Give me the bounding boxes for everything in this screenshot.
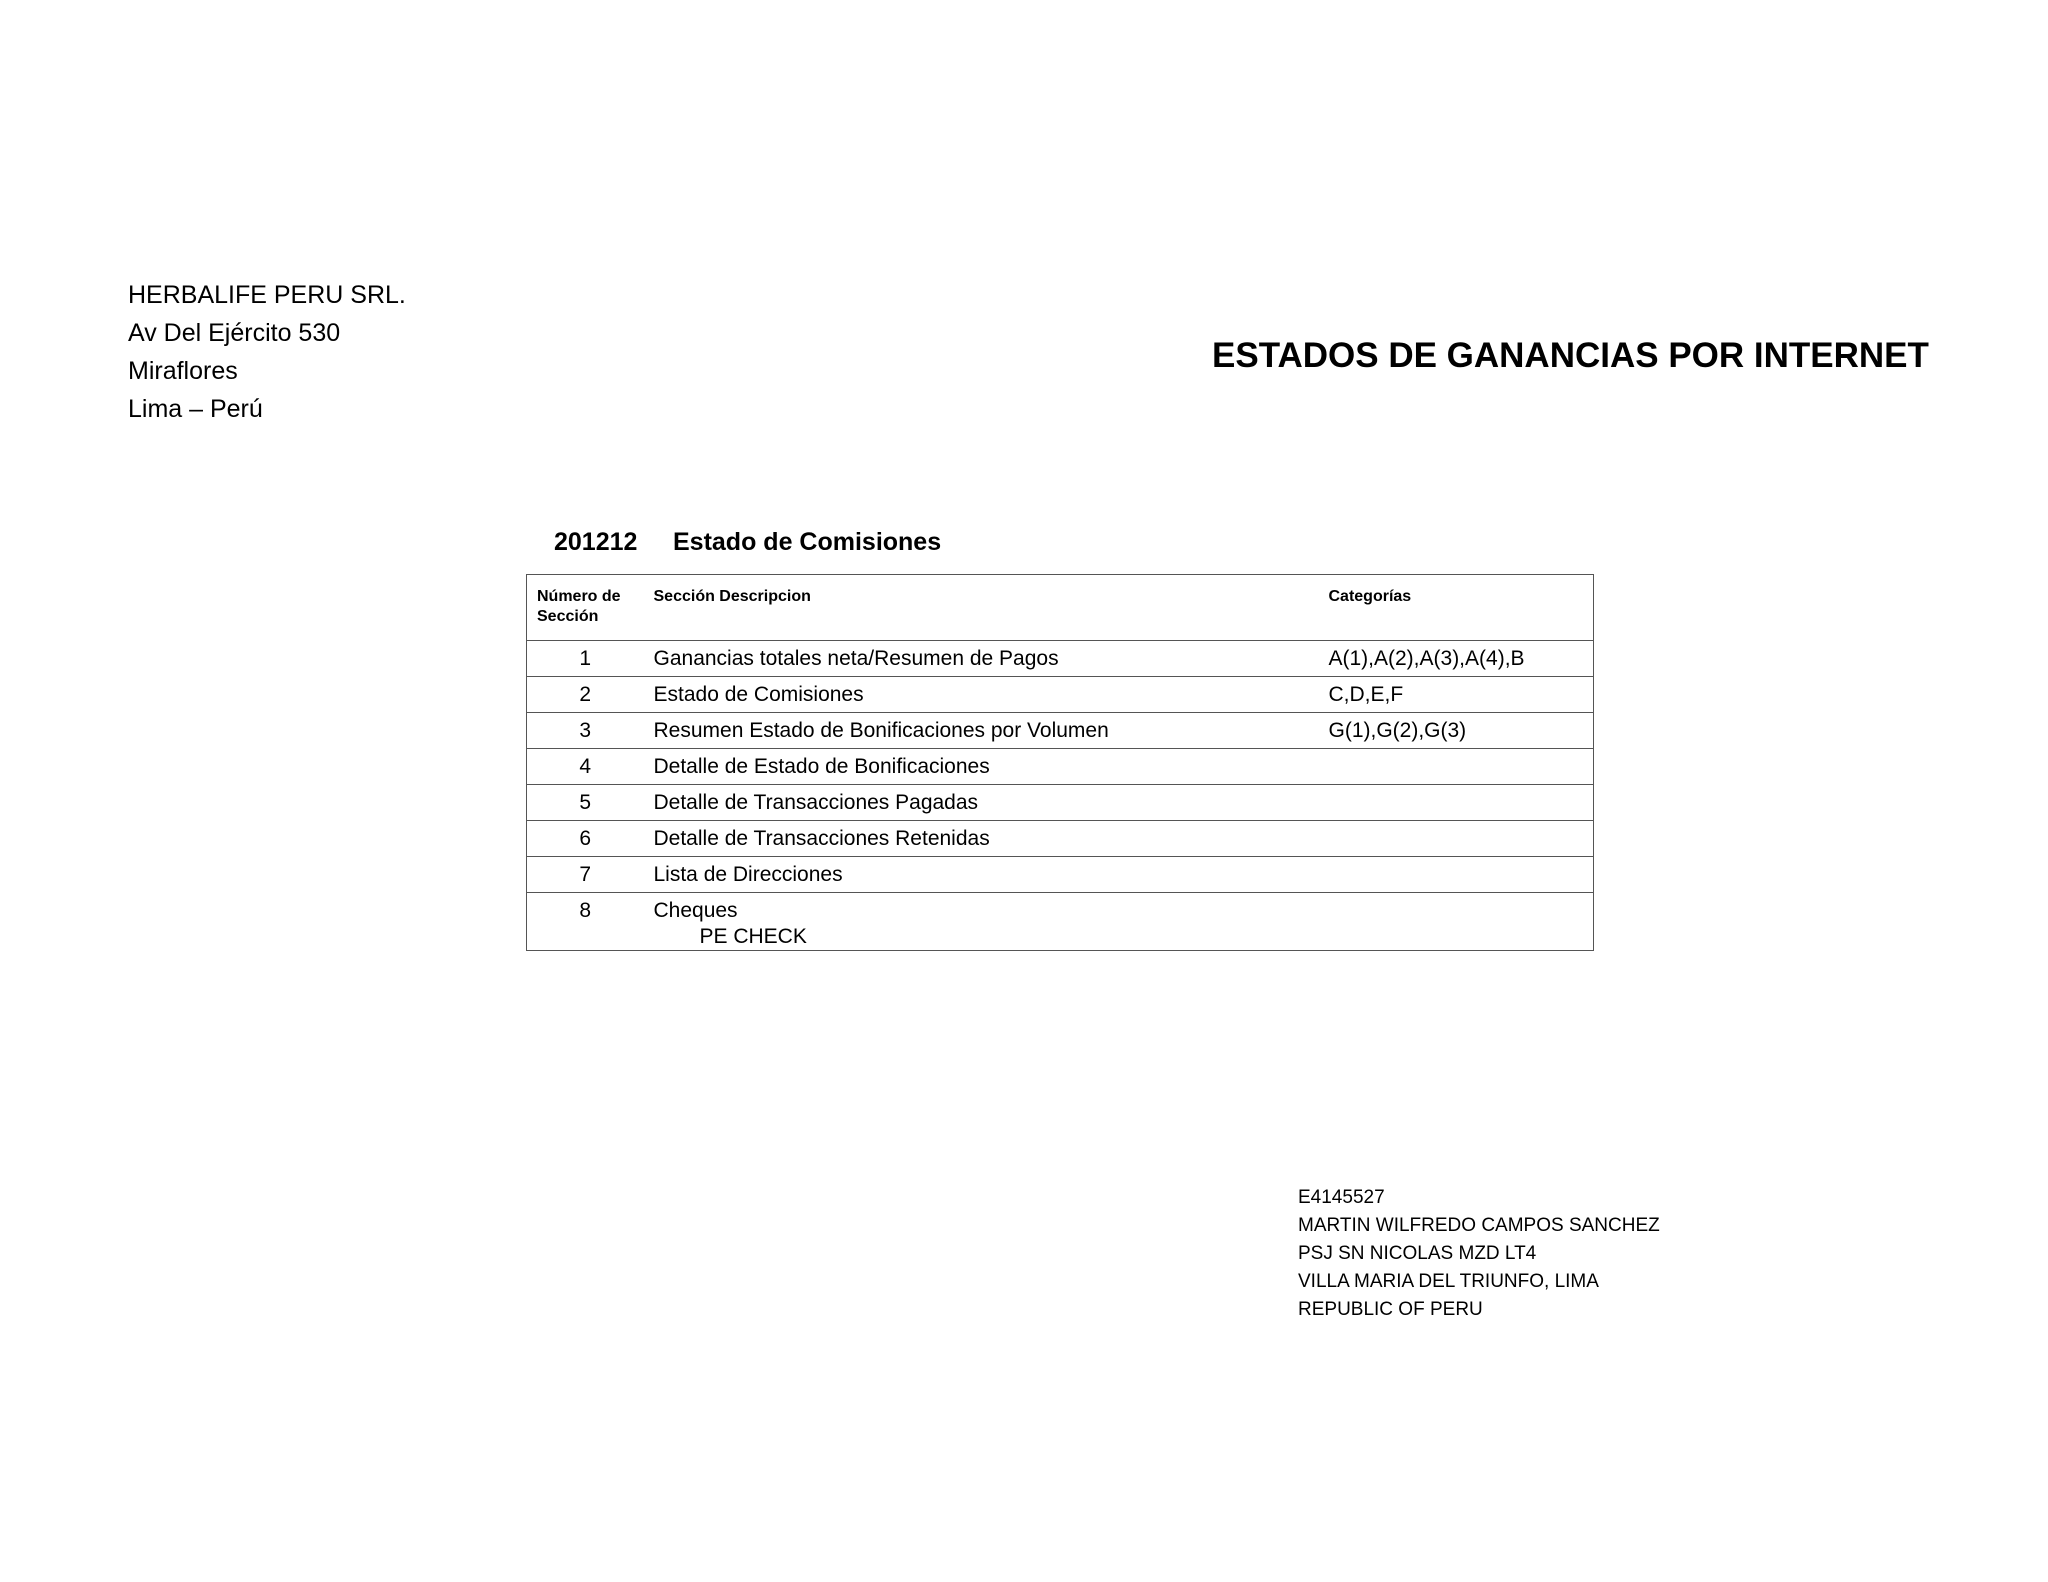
table-row <box>527 713 1594 749</box>
company-city-country: Lima – Perú <box>128 395 263 423</box>
company-address-block <box>128 276 406 428</box>
section-categories: A(1),A(2),A(3),A(4),B <box>1319 641 1594 677</box>
period-heading <box>554 528 941 557</box>
section-number: 4 <box>527 749 644 785</box>
section-categories <box>1319 857 1594 893</box>
period-heading-title: Estado de Comisiones <box>673 528 942 556</box>
section-categories: C,D,E,F <box>1319 677 1594 713</box>
section-number: 6 <box>527 821 644 857</box>
section-description: Resumen Estado de Bonificaciones por Volumen <box>644 713 1319 749</box>
section-description: Estado de Comisiones <box>644 677 1319 713</box>
table-row <box>527 821 1594 857</box>
section-description: Lista de Direcciones <box>644 857 1319 893</box>
table-row <box>527 749 1594 785</box>
header-section-number: Número de Sección <box>527 575 644 641</box>
section-categories <box>1319 785 1594 821</box>
header-categories: Categorías <box>1319 575 1594 641</box>
section-description: Detalle de Transacciones Retenidas <box>644 821 1319 857</box>
table-header-row <box>527 575 1594 641</box>
company-name: HERBALIFE PERU SRL. <box>128 281 406 309</box>
section-description: Cheques <box>653 899 738 922</box>
table-row <box>527 785 1594 821</box>
table-row <box>527 677 1594 713</box>
section-number: 1 <box>527 641 644 677</box>
document-title: ESTADOS DE GANANCIAS POR INTERNET <box>1212 336 1929 375</box>
section-number: 8 <box>579 899 592 922</box>
table-row <box>527 893 1594 951</box>
header-section-description: Sección Descripcion <box>644 575 1319 641</box>
section-categories: G(1),G(2),G(3) <box>1319 713 1594 749</box>
section-number: 2 <box>527 677 644 713</box>
section-description: Detalle de Estado de Bonificaciones <box>644 749 1319 785</box>
section-categories <box>1319 749 1594 785</box>
section-number: 7 <box>527 857 644 893</box>
section-categories <box>1319 893 1594 951</box>
period-code: 201212 <box>554 528 638 556</box>
section-sub-item: PE CHECK <box>699 925 807 948</box>
recipient-id: E4145527 <box>1298 1187 1385 1208</box>
table-row <box>527 641 1594 677</box>
recipient-street: PSJ SN NICOLAS MZD LT4 <box>1298 1243 1537 1264</box>
recipient-country: REPUBLIC OF PERU <box>1298 1299 1483 1320</box>
company-district: Miraflores <box>128 357 238 385</box>
sections-table <box>526 574 1594 951</box>
section-description: Detalle de Transacciones Pagadas <box>644 785 1319 821</box>
section-description: Ganancias totales neta/Resumen de Pagos <box>644 641 1319 677</box>
section-number: 5 <box>527 785 644 821</box>
table-row <box>527 857 1594 893</box>
recipient-address-block <box>1298 1184 1660 1324</box>
company-street: Av Del Ejército 530 <box>128 319 341 347</box>
recipient-name: MARTIN WILFREDO CAMPOS SANCHEZ <box>1298 1215 1660 1236</box>
section-categories <box>1319 821 1594 857</box>
section-description-cell <box>644 893 1319 951</box>
section-number: 3 <box>527 713 644 749</box>
recipient-city: VILLA MARIA DEL TRIUNFO, LIMA <box>1298 1271 1599 1292</box>
